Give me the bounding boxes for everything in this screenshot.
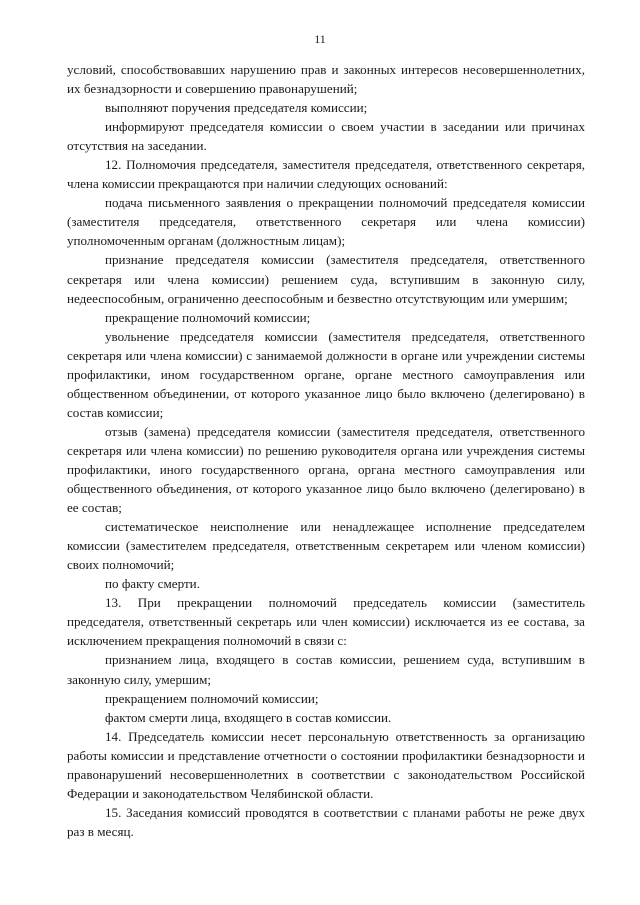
page-number: 11 xyxy=(314,32,326,46)
paragraph: выполняют поручения председателя комиссии; xyxy=(105,100,368,116)
paragraph: 12. Полномочия председателя, заместителя председателя, ответственного секретаря, члена комиссии прекращаются при наличии следующих оснований: xyxy=(67,157,585,192)
paragraph: признанием лица, входящего в состав комиссии, решением суда, вступившим в законную силу, умершим; xyxy=(67,652,585,687)
paragraph: прекращением полномочий комиссии; xyxy=(105,690,319,706)
paragraph: отзыв (замена) председателя комиссии (заместителя председателя, ответственного секретаря или члена комиссии) по решению руководителя органа или учреждения системы профилактики, иного государственного органа, органа местного самоуправления или общественного объединения, от которого указанное лицо было включено (делегировано) в ее состав; xyxy=(67,423,585,516)
paragraph: подача письменного заявления о прекращении полномочий председателя комиссии (заместителя председателя, ответственного секретаря или члена комиссии) уполномоченным органам (должностным лицам); xyxy=(67,195,585,249)
paragraph: прекращение полномочий комиссии; xyxy=(105,309,311,325)
paragraph: условий, способствовавших нарушению прав и законных интересов несовершеннолетних, их безнадзорности и совершению правонарушений; xyxy=(67,62,585,97)
paragraph: 14. Председатель комиссии несет персональную ответственность за организацию работы комиссии и представление отчетности о состоянии профилактики безнадзорности и правонарушений несовершеннолетних в соответствии с законодательством Российской Федерации и законодательством Челябинской области. xyxy=(67,728,585,801)
paragraph: 13. При прекращении полномочий председатель комиссии (заместитель председателя, ответственный секретарь или член комиссии) исключается из ее состава, за исключением прекращения полномочий в связи с: xyxy=(67,595,585,649)
paragraph: фактом смерти лица, входящего в состав комиссии. xyxy=(105,709,392,725)
paragraph: информируют председателя комиссии о своем участии в заседании или причинах отсутствия на заседании. xyxy=(67,119,585,154)
document-body xyxy=(67,60,585,841)
paragraph: 15. Заседания комиссий проводятся в соответствии с планами работы не реже двух раз в месяц. xyxy=(67,804,585,839)
paragraph: увольнение председателя комиссии (заместителя председателя, ответственного секретаря или члена комиссии) с занимаемой должности в органе или учреждении системы профилактики, ином государственном органе, органе местного самоуправления или общественном объединении, от которого указанное лицо было включено (делегировано) в состав комиссии; xyxy=(67,328,585,420)
paragraph: признание председателя комиссии (заместителя председателя, ответственного секретаря или члена комиссии) решением суда, вступившим в законную силу, недееспособным, ограниченно дееспособным и безвестно отсутствующим или умершим; xyxy=(67,252,585,306)
paragraph: систематическое неисполнение или ненадлежащее исполнение председателем комиссии (заместителем председателя, ответственным секретарем или членом комиссии) своих полномочий; xyxy=(67,519,585,573)
paragraph: по факту смерти. xyxy=(105,576,200,592)
